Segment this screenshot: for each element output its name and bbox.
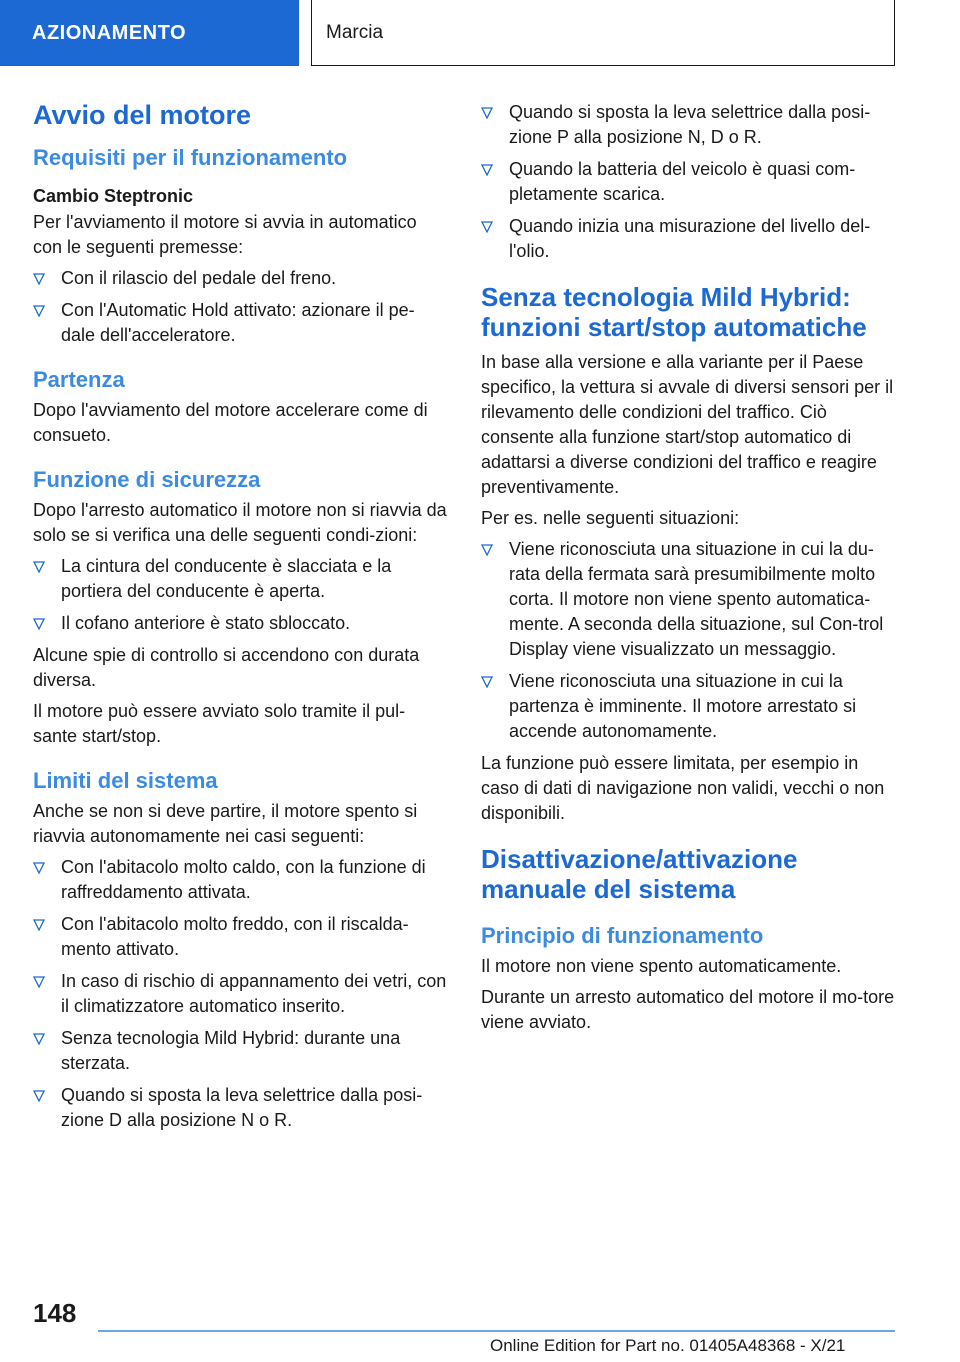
list-item: Con il rilascio del pedale del freno. — [33, 266, 448, 291]
section-tab — [0, 0, 299, 66]
list-item: Senza tecnologia Mild Hybrid: durante una sterzata. — [33, 1026, 448, 1076]
triangle-bullet-icon — [33, 919, 45, 931]
topic-label: Marcia — [326, 21, 384, 43]
sicurezza-text: Dopo l'arresto automatico il motore non si riavvia da solo se si verifica una delle seguenti condi-zioni: — [33, 500, 447, 545]
sicurezza-text-3: Il motore può essere avviato solo tramite il pul-sante start/stop. — [33, 701, 406, 746]
list-item: Quando la batteria del veicolo è quasi com-pletamente scarica. — [481, 157, 899, 207]
principio-text: Il motore non viene spento automaticamente. — [481, 956, 842, 976]
triangle-bullet-icon — [481, 107, 493, 119]
sicurezza-heading: Funzione di sicurezza — [33, 467, 261, 492]
partenza-text: Dopo l'avviamento del motore accelerare come di consueto. — [33, 400, 428, 445]
continued-list — [481, 100, 899, 264]
triangle-bullet-icon — [33, 976, 45, 988]
triangle-bullet-icon — [481, 221, 493, 233]
sicurezza-list — [33, 554, 448, 636]
list-item: La cintura del conducente è slacciata e la portiera del conducente è aperta. — [33, 554, 448, 604]
partenza-heading: Partenza — [33, 367, 125, 392]
sicurezza-text-2: Alcune spie di controllo si accendono con durata diversa. — [33, 645, 420, 690]
triangle-bullet-icon — [33, 1033, 45, 1045]
steptronic-list — [33, 266, 448, 348]
list-item: Con l'abitacolo molto freddo, con il riscalda-mento attivato. — [33, 912, 448, 962]
limiti-heading: Limiti del sistema — [33, 768, 218, 793]
triangle-bullet-icon — [33, 618, 45, 630]
footer-divider — [98, 1330, 895, 1332]
page-title: Avvio del motore — [33, 100, 252, 130]
left-column — [33, 100, 448, 1140]
triangle-bullet-icon — [33, 1090, 45, 1102]
right-column — [481, 100, 899, 1041]
footer-edition: Online Edition for Part no. 01405A48368 - X/21 — [490, 1336, 846, 1355]
list-item: Viene riconosciuta una situazione in cui la partenza è imminente. Il motore arrestato si accende autonomamente. — [481, 669, 899, 744]
triangle-bullet-icon — [481, 164, 493, 176]
section-label: AZIONAMENTO — [32, 21, 187, 44]
requirements-heading: Requisiti per il funzionamento — [33, 145, 348, 170]
topic-box — [311, 0, 895, 66]
mild-hybrid-text-3: La funzione può essere limitata, per esempio in caso di dati di navigazione non validi, vecchi o non disponibili. — [481, 753, 885, 823]
mild-hybrid-heading: Senza tecnologia Mild Hybrid: funzioni start/stop automatiche — [481, 282, 867, 342]
steptronic-heading: Cambio Steptronic — [33, 186, 194, 206]
limiti-list — [33, 855, 448, 1133]
steptronic-text: Per l'avviamento il motore si avvia in automatico con le seguenti premesse: — [33, 212, 417, 257]
triangle-bullet-icon — [481, 676, 493, 688]
mild-hybrid-text: In base alla versione e alla variante per il Paese specifico, la vettura si avvale di diversi sensori per il rilevamento delle condizioni del traffico. Ciò consente alla funzione start/stop automatico di adattarsi a diverse condizioni del traffico e reagire preventivamente. — [481, 352, 894, 497]
principio-heading: Principio di funzionamento — [481, 923, 764, 948]
triangle-bullet-icon — [33, 862, 45, 874]
principio-text-2: Durante un arresto automatico del motore il mo-tore viene avviato. — [481, 987, 895, 1032]
limiti-text: Anche se non si deve partire, il motore spento si riavvia autonomamente nei casi seguenti: — [33, 801, 418, 846]
triangle-bullet-icon — [481, 544, 493, 556]
list-item: Quando inizia una misurazione del livello del-l'olio. — [481, 214, 899, 264]
list-item: Con l'abitacolo molto caldo, con la funzione di raffreddamento attivata. — [33, 855, 448, 905]
list-item: Viene riconosciuta una situazione in cui la du-rata della fermata sarà presumibilmente molto corta. Il motore non viene spento automatica-mente. A seconda della situazione, sul Con-trol Display viene visualizzato un messaggio. — [481, 537, 899, 662]
page-number: 148 — [33, 1298, 77, 1328]
triangle-bullet-icon — [33, 305, 45, 317]
list-item: Il cofano anteriore è stato sbloccato. — [33, 611, 448, 636]
mild-hybrid-list — [481, 537, 899, 744]
triangle-bullet-icon — [33, 273, 45, 285]
list-item: Quando si sposta la leva selettrice dalla posi-zione P alla posizione N, D o R. — [481, 100, 899, 150]
list-item: In caso di rischio di appannamento dei vetri, con il climatizzatore automatico inserito. — [33, 969, 448, 1019]
mild-hybrid-text-2: Per es. nelle seguenti situazioni: — [481, 508, 740, 528]
list-item: Quando si sposta la leva selettrice dalla posi-zione D alla posizione N o R. — [33, 1083, 448, 1133]
triangle-bullet-icon — [33, 561, 45, 573]
disattivazione-heading: Disattivazione/attivazione manuale del sistema — [481, 844, 798, 904]
list-item: Con l'Automatic Hold attivato: azionare il pe-dale dell'acceleratore. — [33, 298, 448, 348]
